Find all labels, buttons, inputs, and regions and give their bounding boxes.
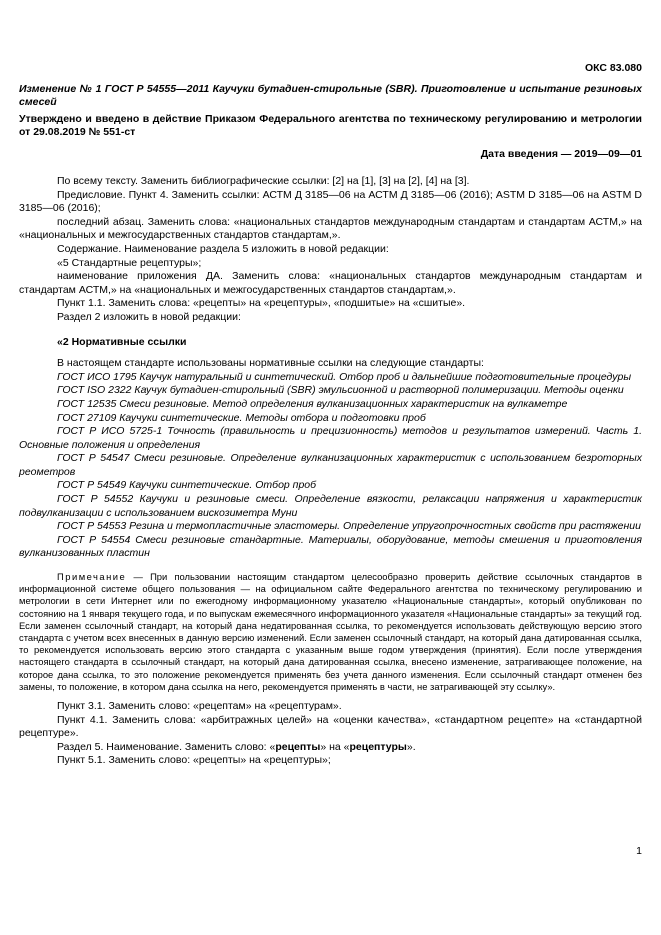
reference-item: ГОСТ Р 54547 Смеси резиновые. Определение вулканизационных характеристик с использованием безроторных реометров <box>19 452 642 478</box>
section-heading: «2 Нормативные ссылки <box>57 335 187 348</box>
paragraph: По всему тексту. Заменить библиографические ссылки: [2] на [1], [3] на [2], [4] на [3]. <box>57 175 470 187</box>
bold-term: рецепты <box>275 740 321 753</box>
bold-term: рецептуры <box>349 740 407 753</box>
page-number: 1 <box>636 845 642 857</box>
reference-item: ГОСТ 27109 Каучуки синтетические. Методы отбора и подготовки проб <box>57 411 426 424</box>
note-text: — При пользовании настоящим стандартом целесообразно проверить действие ссылочных стандартов в информационной системе общего пользования — на официальном сайте Федерального агентства по техническому регулированию и метрологии в сети Интернет или по ежегодному информационному указателю «Национальные стандарты», который опубликован по состоянию на 1 января текущего года, и по выпускам ежемесячного информационного указателя «Национальные стандарты» за текущий год. Если заменен ссылочный стандарт, на который дана недатированная ссылка, то рекомендуется использовать действующую версию этого стандарта с учетом всех внесенных в данную версию изменений. Если заменен ссылочный стандарт, на который дана датированная ссылка, то рекомендуется использовать версию этого стандарта с указанным выше годом утверждения (принятия). Если после утверждения настоящего стандарта в ссылочный стандарт, на который дана датированная ссылка, внесено изменение, затрагивающее положение, на которое дана ссылка, то это положение рекомендуется применять без учета данного изменения. Если ссылочный стандарт отменен без замены, то положение, в котором дана ссылка на него, рекомендуется применять в части, не затрагивающей эту ссылку». <box>19 571 642 692</box>
paragraph <box>19 741 642 755</box>
reference-item: ГОСТ Р 54552 Каучуки и резиновые смеси. Определение вязкости, релаксации напряжения и характеристик подвулканизации с использованием вискозиметра Муни <box>19 493 642 519</box>
document-body <box>19 175 642 768</box>
text-run: » на « <box>320 740 350 753</box>
paragraph: Пункт 4.1. Заменить слова: «арбитражных целей» на «оценки качества», «стандартном рецепте» на «стандартной рецептуре». <box>19 713 642 740</box>
paragraph: Раздел 2 изложить в новой редакции: <box>57 310 241 323</box>
reference-item: ГОСТ ИСО 1795 Каучук натуральный и синтетический. Отбор проб и дальнейшие подготовительные процедуры <box>57 370 632 383</box>
paragraph: В настоящем стандарте использованы нормативные ссылки на следующие стандарты: <box>57 357 484 370</box>
paragraph: наименование приложения ДА. Заменить слова: «национальных стандартов международным стандартам и стандартам АСТМ,» на «национальных и межгосударственных стандартов стандартам,». <box>19 270 642 296</box>
text-run: Раздел 5. Наименование. Заменить слово: « <box>57 740 276 753</box>
paragraph: Предисловие. Пункт 4. Заменить ссылки: АСТМ Д 3185—06 на АСТМ Д 3185—06 (2016); ASTM D 3185—06 на ASTM D 3185—06 (2016); <box>19 188 642 215</box>
note-block <box>19 571 642 693</box>
oks-code: ОКС 83.080 <box>584 62 642 74</box>
reference-item: ГОСТ 12535 Смеси резиновые. Метод определения вулканизационных характеристик на вулкаметре <box>57 397 568 410</box>
paragraph: Пункт 3.1. Заменить слово: «рецептам» на «рецептурам». <box>57 700 342 713</box>
paragraph: Содержание. Наименование раздела 5 изложить в новой редакции: <box>57 242 389 255</box>
reference-item: ГОСТ Р ИСО 5725-1 Точность (правильность и прецизионность) методов и результатов измерений. Часть 1. Основные положения и определения <box>19 425 642 451</box>
paragraph: «5 Стандартные рецептуры»; <box>57 256 202 269</box>
note-label: Примечание <box>57 571 127 583</box>
paragraph: Пункт 5.1. Заменить слово: «рецепты» на «рецептуры»; <box>57 754 331 767</box>
reference-item: ГОСТ Р 54554 Смеси резиновые стандартные. Материалы, оборудование, методы смешения и приготовления вулканизованных пластин <box>19 533 642 560</box>
reference-item: ГОСТ Р 54549 Каучуки синтетические. Отбор проб <box>57 479 317 492</box>
paragraph: последний абзац. Заменить слова: «национальных стандартов международным стандартам и стандартам АСТМ,» на «национальных и межгосударственных стандартов стандартам,». <box>19 215 642 242</box>
text-run: ». <box>406 740 416 753</box>
effective-date: Дата введения — 2019—09—01 <box>480 148 642 160</box>
reference-item: ГОСТ ISO 2322 Каучук бутадиен-стирольный (SBR) эмульсионной и растворной полимеризации. Методы оценки <box>57 384 624 397</box>
amendment-title: Изменение № 1 ГОСТ Р 54555—2011 Каучуки бутадиен-стирольные (SBR). Приготовление и испытание резиновых смесей <box>19 83 642 108</box>
reference-item: ГОСТ Р 54553 Резина и термопластичные эластомеры. Определение упругопрочностных свойств при растяжении <box>57 520 641 533</box>
approval-statement: Утверждено и введено в действие Приказом Федерального агентства по техническому регулированию и метрологии от 29.08.2019 № 551-ст <box>19 113 642 138</box>
paragraph: Пункт 1.1. Заменить слова: «рецепты» на «рецептуры», «подшитые» на «сшитые». <box>57 297 466 310</box>
document-page <box>19 0 642 935</box>
